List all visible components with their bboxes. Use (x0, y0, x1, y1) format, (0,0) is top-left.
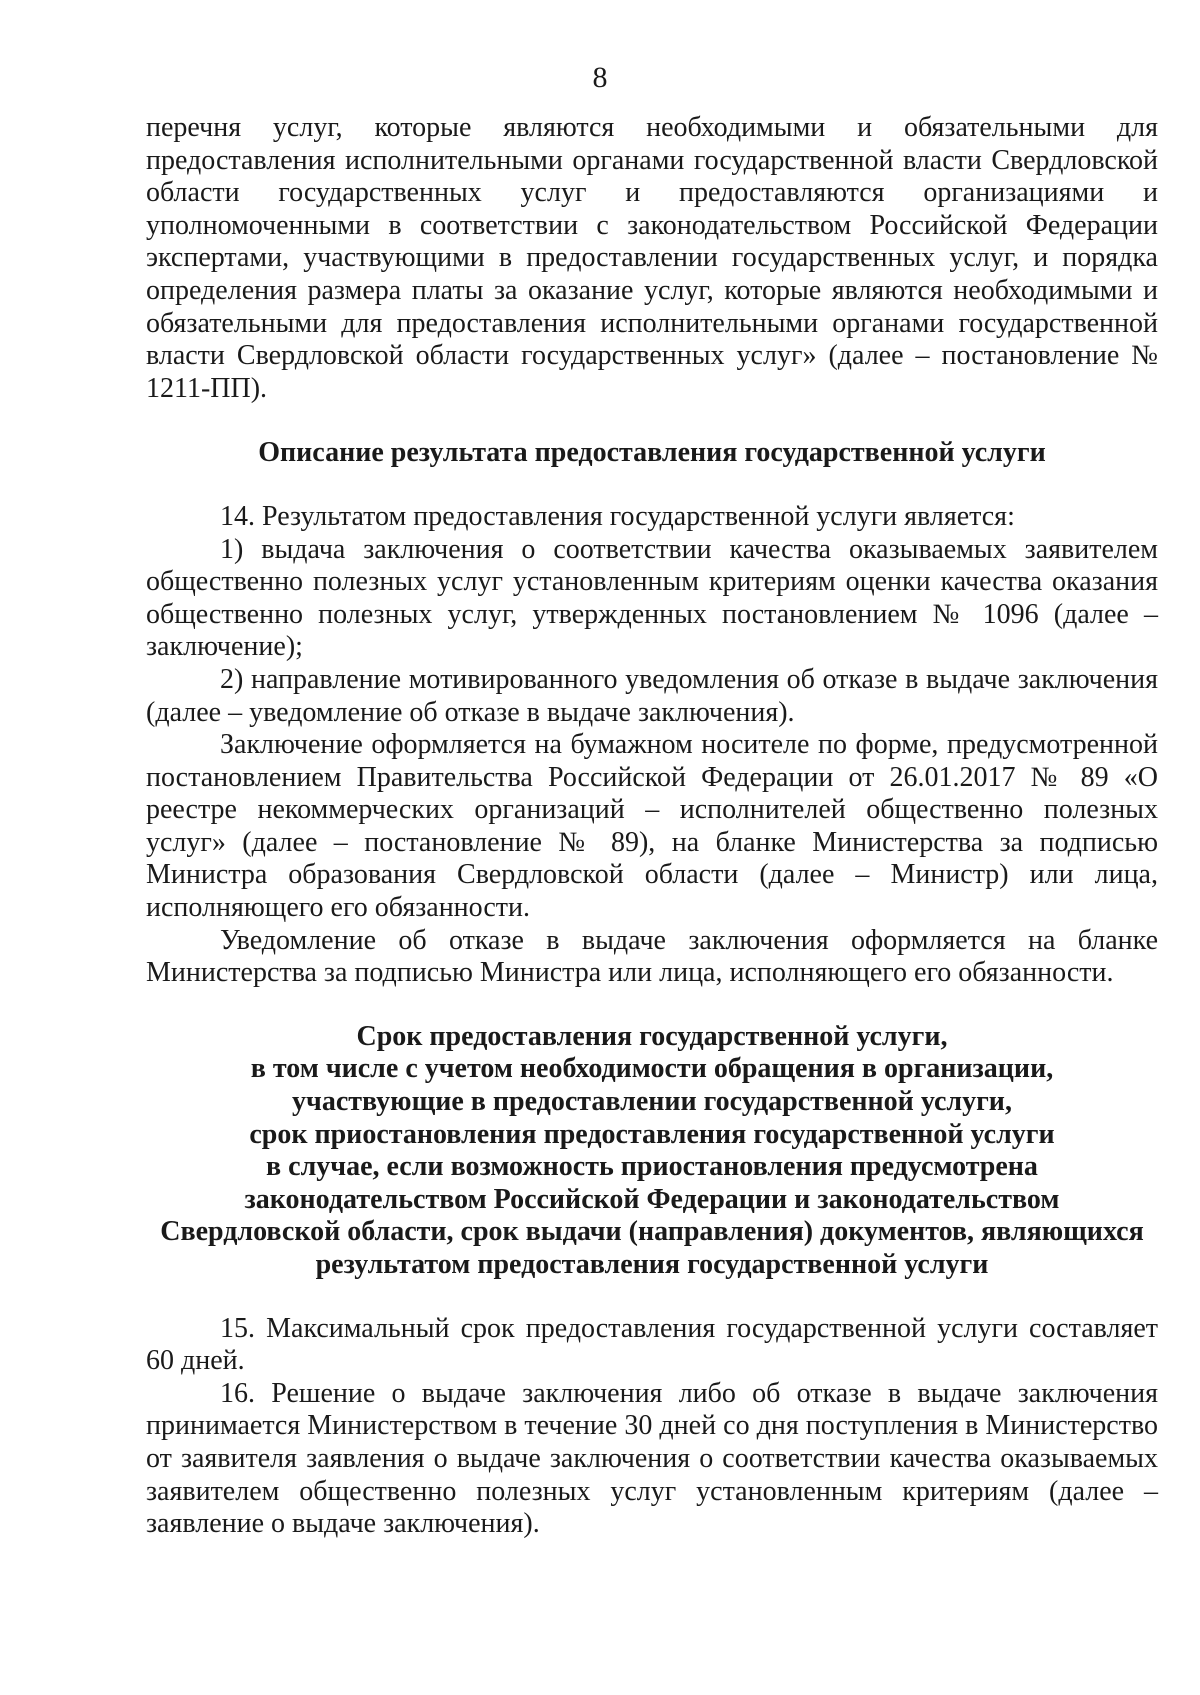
paragraph-conclusion-form: Заключение оформляется на бумажном носителе по форме, предусмотренной постановлением Правительства Российской Федерации от 26.01.2017 № 89 «О реестре некоммерческих организаций – исполнителей общественно полезных услуг» (далее – постановление № 89), на бланке Министерства за подписью Министра образования Свердловской области (далее – Министр) или лица, исполняющего его обязанности. (146, 729, 1158, 924)
paragraph-14: 14. Результатом предоставления государственной услуги является: (220, 500, 1015, 532)
section-title-line: результатом предоставления государственной услуги (315, 1249, 989, 1280)
paragraph-refusal-notice: Уведомление об отказе в выдаче заключения оформляется на бланке Министерства за подписью Министра или лица, исполняющего его обязанности. (146, 924, 1158, 989)
paragraph-16: 16. Решение о выдаче заключения либо об отказе в выдаче заключения принимается Министерством в течение 30 дней со дня поступления в Министерство от заявителя заявления о выдаче заключения о соответствии качества оказываемых заявителем общественно полезных услуг установленным критериям (далее – заявление о выдаче заключения). (146, 1377, 1158, 1540)
section-title-line: Срок предоставления государственной услуги, (356, 1020, 948, 1052)
document-body (146, 112, 1158, 1541)
paragraph-14-item-1: 1) выдача заключения о соответствии качества оказываемых заявителем общественно полезных услуг установленным критериям оценки качества оказания общественно полезных услуг, утвержденных постановлением № 1096 (далее – заключение); (146, 533, 1158, 663)
paragraph-15: 15. Максимальный срок предоставления государственной услуги составляет 60 дней. (146, 1312, 1158, 1377)
intro-paragraph: перечня услуг, которые являются необходимыми и обязательными для предоставления исполнительными органами государственной власти Свердловской области государственных услуг и предоставляются организациями и уполномоченными в соответствии с законодательством Российской Федерации экспертами, участвующими в предоставлении государственных услуг, и порядка определения размера платы за оказание услуг, которые являются необходимыми и обязательными для предоставления исполнительными органами государственной власти Свердловской области государственных услуг» (далее – постановление № 1211-ПП). (146, 112, 1158, 404)
section-title-line: срок приостановления предоставления государственной услуги (249, 1118, 1055, 1150)
section-title-line: в том числе с учетом необходимости обращения в организации, (250, 1053, 1054, 1085)
section-title-line: законодательством Российской Федерации и законодательством (244, 1183, 1060, 1215)
section-title-line: в случае, если возможность приостановления предусмотрена (266, 1151, 1038, 1183)
page-number: 8 (592, 61, 608, 94)
section-title-result: Описание результата предоставления государственной услуги (258, 437, 1046, 469)
section-title-line: Свердловской области, срок выдачи (направления) документов, являющихся (160, 1216, 1144, 1248)
section-title-term (146, 1021, 1158, 1282)
section-title-line: участвующие в предоставлении государственной услуги, (292, 1086, 1012, 1118)
paragraph-14-item-2: 2) направление мотивированного уведомления об отказе в выдаче заключения (далее – уведомление об отказе в выдаче заключения). (146, 663, 1158, 728)
